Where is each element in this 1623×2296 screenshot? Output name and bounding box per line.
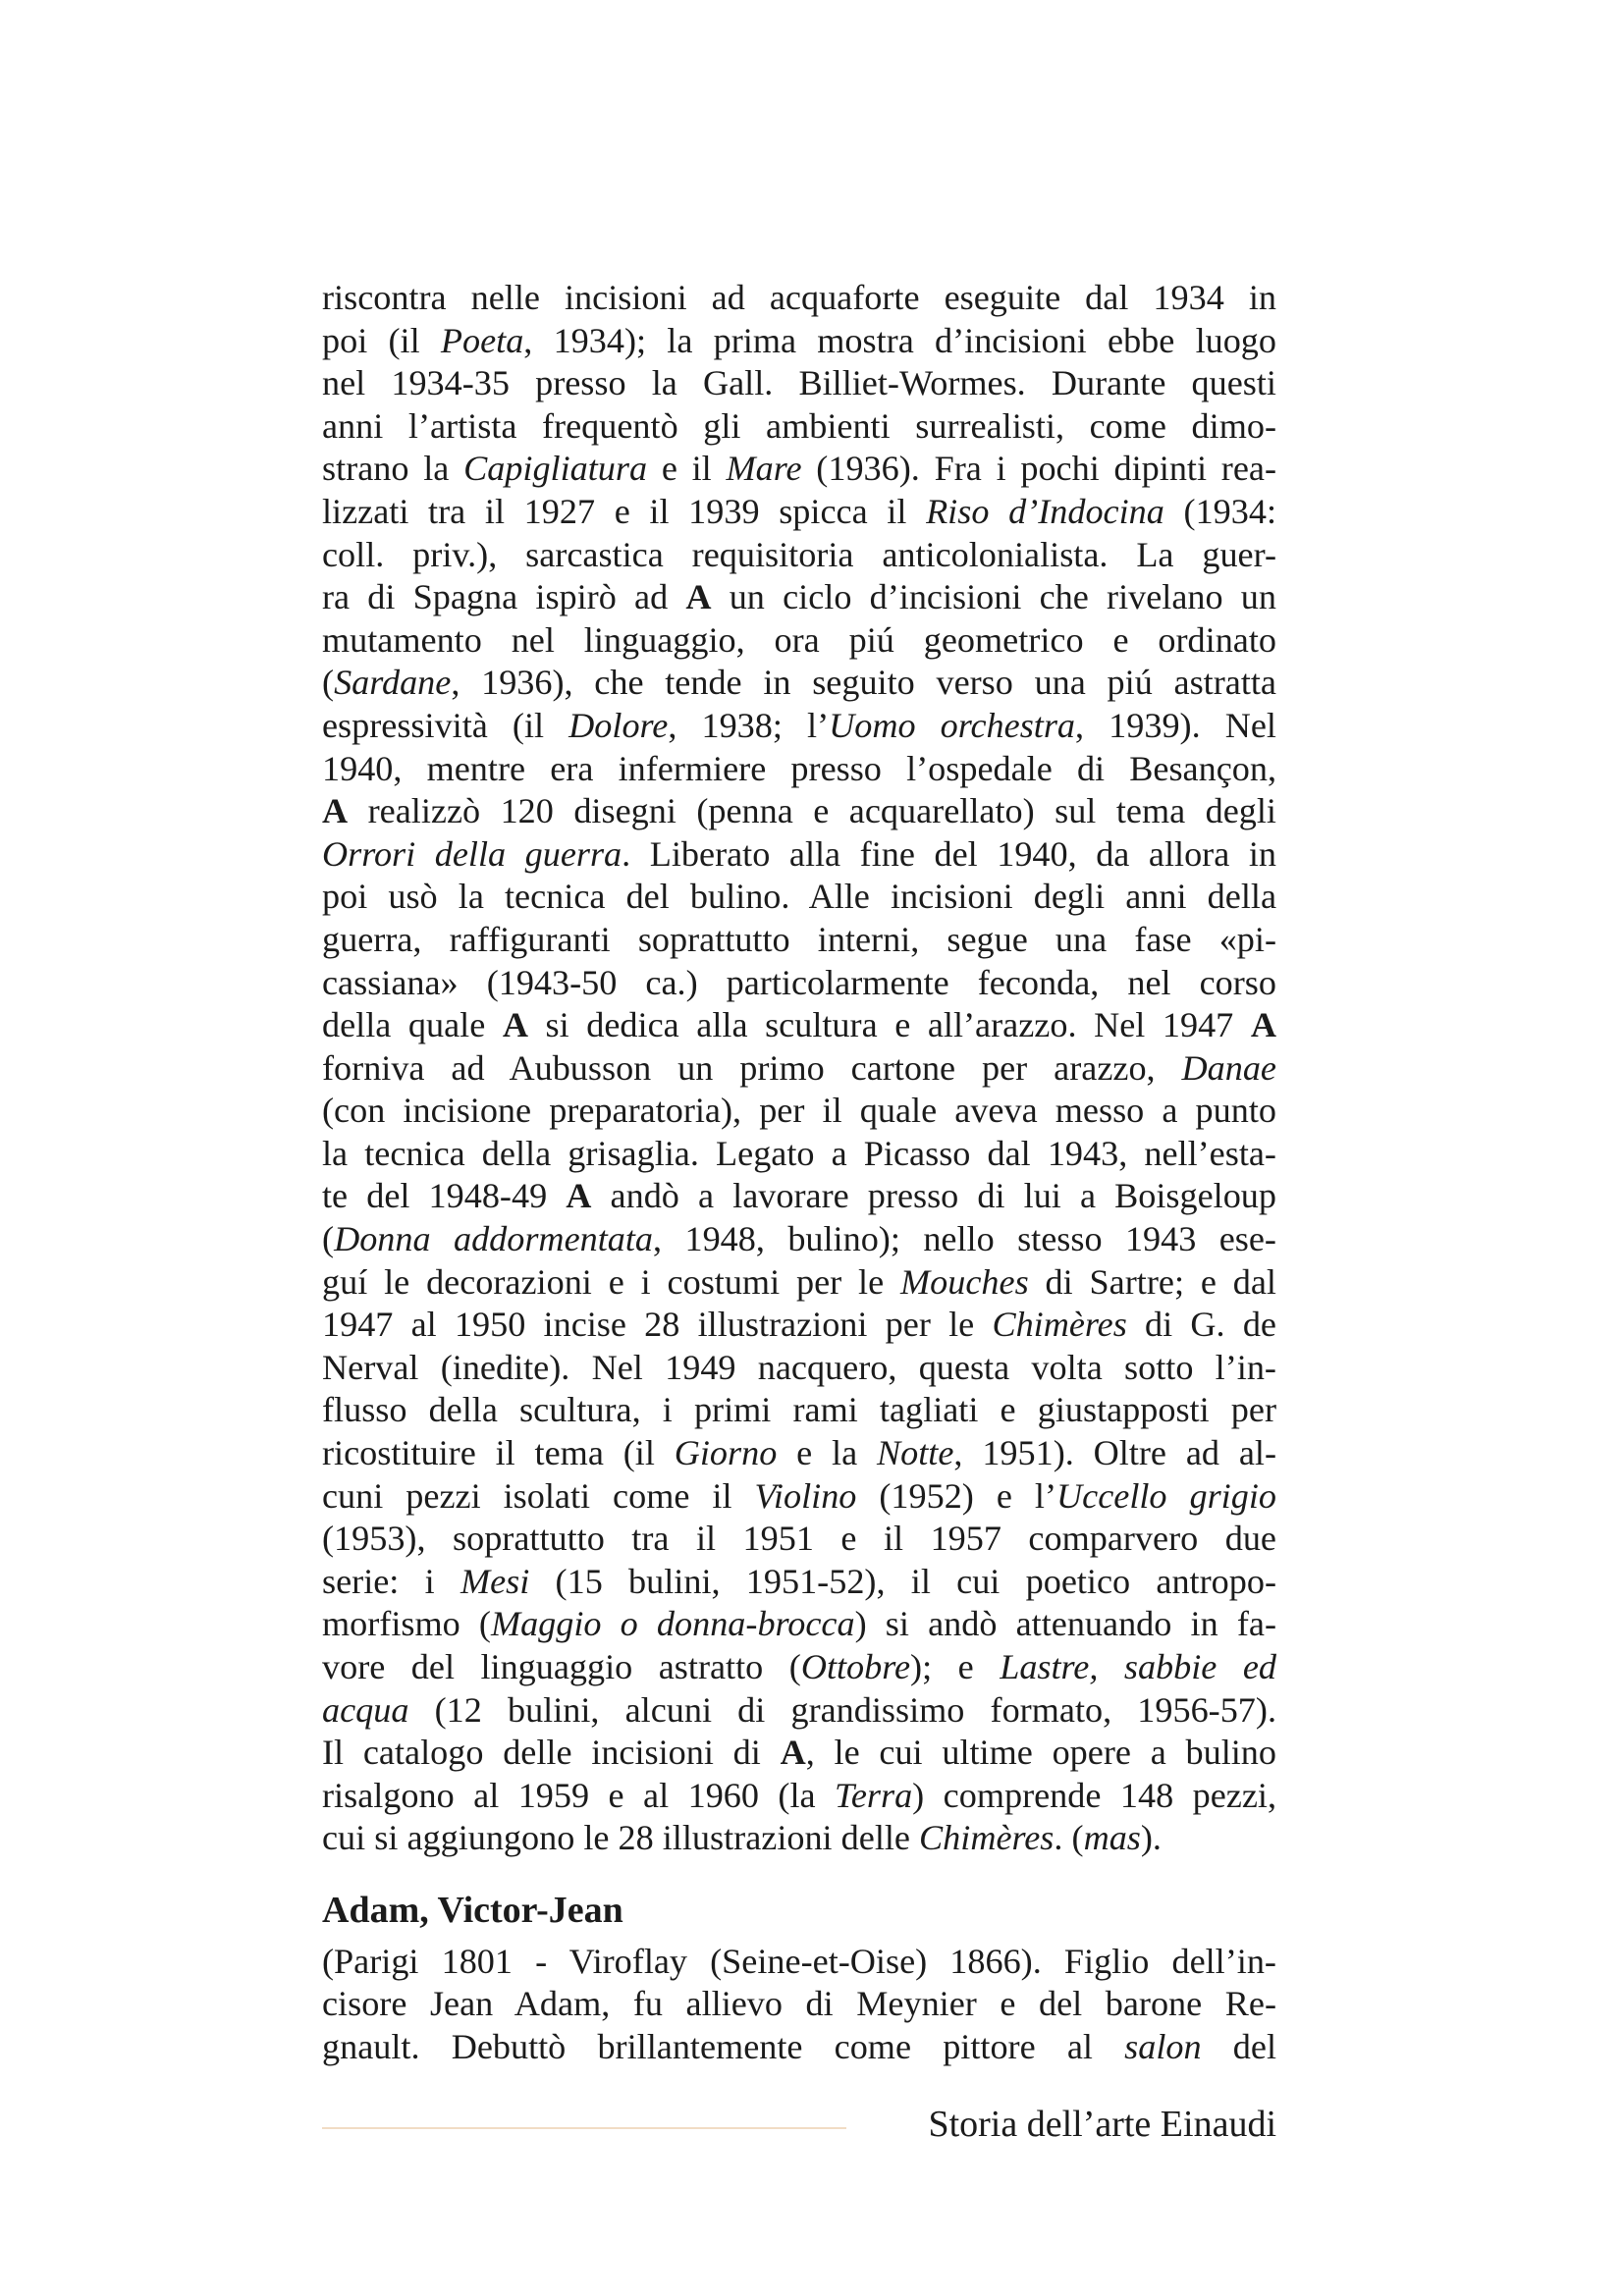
italic-text: Capigliatura [463, 449, 648, 489]
bold-text: A [502, 1005, 528, 1045]
text-line: poi (il Poeta, 1934); la prima mostra d’incisioni ebbe luogo [322, 320, 1276, 360]
text-line: (Donna addormentata, 1948, bulino); nello stesso 1943 ese- [322, 1219, 1276, 1259]
text-line: la tecnica della grisaglia. Legato a Picasso dal 1943, nell’esta- [322, 1133, 1276, 1173]
text-line: cisore Jean Adam, fu allievo di Meynier e del barone Re- [322, 1984, 1276, 2024]
text-line: della quale A si dedica alla scultura e all’arazzo. Nel 1947 A [322, 1005, 1276, 1045]
text-line: riscontra nelle incisioni ad acquaforte eseguite dal 1934 in [322, 278, 1276, 317]
text-line: forniva ad Aubusson un primo cartone per arazzo, Danae [322, 1047, 1276, 1088]
text-line: (Parigi 1801 - Viroflay (Seine-et-Oise) 1866). Figlio dell’in- [322, 1941, 1276, 1981]
italic-text: mas [1083, 1818, 1141, 1858]
footer-rule [322, 2127, 846, 2129]
italic-text: Violino [754, 1475, 857, 1516]
italic-text: Mesi [460, 1561, 530, 1601]
text-line: flusso della scultura, i primi rami tagliati e giustapposti per [322, 1390, 1276, 1430]
italic-text: Mare [726, 449, 802, 489]
italic-text: Orrori della guerra [322, 833, 622, 874]
italic-text: Chimères [919, 1818, 1055, 1858]
italic-text: Dolore [568, 705, 669, 745]
text-line: Orrori della guerra. Liberato alla fine del 1940, da allora in [322, 833, 1276, 874]
italic-text: Ottobre [800, 1647, 911, 1686]
italic-text: Giorno [674, 1433, 778, 1473]
bold-text: A [685, 577, 712, 617]
italic-text: Riso d’Indocina [926, 491, 1164, 531]
text-line: 1947 al 1950 incise 28 illustrazioni per le Chimères di G. de [322, 1305, 1276, 1345]
text-line: poi usò la tecnica del bulino. Alle incisioni degli anni della [322, 877, 1276, 917]
text-line: anni l’artista frequentò gli ambienti surrealisti, come dimo- [322, 405, 1276, 446]
text-line: Il catalogo delle incisioni di A, le cui ultime opere a bulino [322, 1733, 1276, 1773]
article-text [322, 277, 1276, 2068]
italic-text: Uccello grigio [1056, 1475, 1276, 1516]
text-line: guerra, raffiguranti soprattutto interni, segue una fase «pi- [322, 919, 1276, 959]
text-line: (Sardane, 1936), che tende in seguito verso una piú astratta [322, 663, 1276, 703]
text-line: cui si aggiungono le 28 illustrazioni delle Chimères. (mas). [322, 1818, 1162, 1858]
text-line: lizzati tra il 1927 e il 1939 spicca il Riso d’Indocina (1934: [322, 491, 1276, 531]
italic-text: Notte [877, 1433, 954, 1473]
text-line: coll. priv.), sarcastica requisitoria anticolonialista. La guer- [322, 534, 1276, 574]
text-line: morfismo (Maggio o donna-brocca) si andò attenuando in fa- [322, 1604, 1276, 1644]
italic-text: acqua [322, 1689, 409, 1730]
bold-text: A [322, 791, 349, 831]
text-line: (1953), soprattutto tra il 1951 e il 1957 comparvero due [322, 1519, 1276, 1559]
text-line: guí le decorazioni e i costumi per le Mouches di Sartre; e dal [322, 1261, 1276, 1302]
text-line: 1940, mentre era infermiere presso l’ospedale di Besançon, [322, 748, 1276, 788]
italic-text: Danae [1181, 1047, 1276, 1088]
italic-text: Mouches [900, 1261, 1029, 1302]
italic-text: Lastre, sabbie ed [1000, 1647, 1276, 1686]
text-line: serie: i Mesi (15 bulini, 1951-52), il cui poetico antropo- [322, 1561, 1276, 1601]
text-line: cassiana» (1943-50 ca.) particolarmente feconda, nel corso [322, 962, 1276, 1002]
entry-heading: Adam, Victor-Jean [322, 1889, 623, 1931]
text-line: risalgono al 1959 e al 1960 (la Terra) comprende 148 pezzi, [322, 1775, 1276, 1815]
text-line: nel 1934-35 presso la Gall. Billiet-Wormes. Durante questi [322, 363, 1276, 403]
italic-text: salon [1124, 2026, 1202, 2066]
bold-text: A [1250, 1005, 1276, 1045]
text-line: (con incisione preparatoria), per il quale aveva messo a punto [322, 1091, 1276, 1131]
footer-title: Storia dell’arte Einaudi [928, 2104, 1276, 2145]
text-line: te del 1948-49 A andò a lavorare presso di lui a Boisgeloup [322, 1176, 1276, 1216]
bold-text: A [566, 1176, 592, 1216]
bold-text: A [780, 1733, 806, 1773]
text-line: ra di Spagna ispirò ad A un ciclo d’incisioni che rivelano un [322, 577, 1276, 617]
body-paragraph [322, 277, 1276, 1860]
text-line: acqua (12 bulini, alcuni di grandissimo formato, 1956-57). [322, 1689, 1276, 1730]
entry-paragraph [322, 1941, 1276, 2069]
italic-text: Maggio o donna-brocca [490, 1604, 855, 1644]
text-line: strano la Capigliatura e il Mare (1936). Fra i pochi dipinti rea- [322, 449, 1276, 489]
italic-text: Sardane [334, 663, 452, 703]
text-line: Nerval (inedite). Nel 1949 nacquero, questa volta sotto l’in- [322, 1347, 1276, 1387]
text-line: gnault. Debuttò brillantemente come pittore al salon del [322, 2026, 1276, 2066]
italic-text: Terra [835, 1775, 913, 1815]
text-line: espressività (il Dolore, 1938; l’Uomo orchestra, 1939). Nel [322, 705, 1276, 745]
italic-text: Poeta [440, 320, 524, 360]
text-line: ricostituire il tema (il Giorno e la Notte, 1951). Oltre ad al- [322, 1433, 1276, 1473]
text-line: A realizzò 120 disegni (penna e acquarellato) sul tema degli [322, 791, 1276, 831]
italic-text: Chimères [992, 1305, 1127, 1345]
text-line: vore del linguaggio astratto (Ottobre); e Lastre, sabbie ed [322, 1647, 1276, 1686]
italic-text: Donna addormentata [334, 1219, 654, 1259]
text-line: cuni pezzi isolati come il Violino (1952) e l’Uccello grigio [322, 1475, 1276, 1516]
italic-text: Uomo orchestra [829, 705, 1076, 745]
text-line: mutamento nel linguaggio, ora piú geometrico e ordinato [322, 619, 1276, 660]
